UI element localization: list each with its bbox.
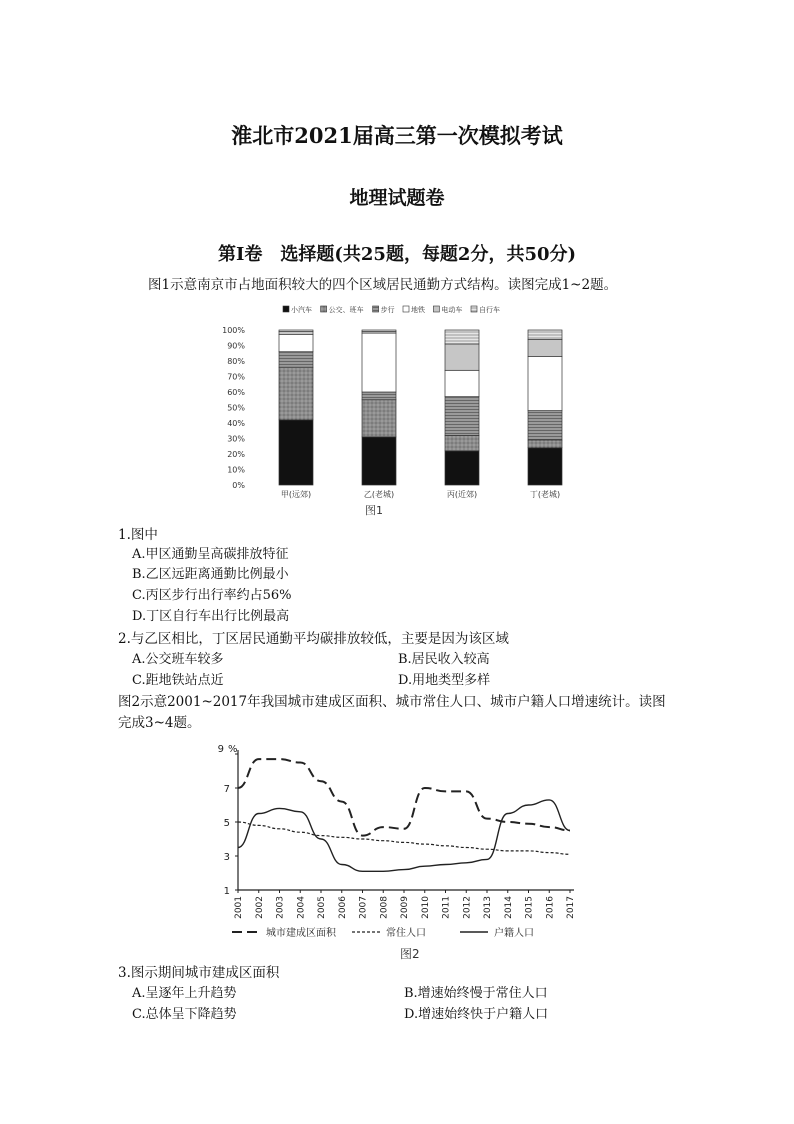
legend1-swatch-1 bbox=[321, 306, 327, 312]
legend1-label-2: 步行 bbox=[380, 306, 395, 314]
legend1-label-0: 小汽车 bbox=[291, 306, 312, 314]
figure2-y-tick-label: 5 bbox=[223, 818, 230, 829]
figure1-x-tick-label: 乙(老城) bbox=[363, 490, 395, 499]
fig2-intro-line2: 完成3~4题。 bbox=[118, 715, 201, 731]
figure2-x-tick-label: 2005 bbox=[317, 896, 327, 919]
figure2-x-tick-label: 2012 bbox=[462, 896, 473, 919]
figure1-bar-segment bbox=[445, 344, 479, 370]
q1-option-b[interactable]: B.乙区远距离通勤比例最小 bbox=[132, 567, 289, 582]
figure1-x-tick-label: 丁(老城) bbox=[529, 490, 561, 499]
figure1-y-tick-label: 40% bbox=[227, 419, 245, 428]
q3-stem: 3.图示期间城市建成区面积 bbox=[118, 965, 280, 981]
q3-option-b[interactable]: B.增速始终慢于常住人口 bbox=[404, 986, 548, 1001]
q1-stem: 1.图中 bbox=[118, 527, 158, 543]
q2-option-c[interactable]: C.距地铁站点近 bbox=[132, 673, 224, 688]
figure2-legend-label-0: 城市建成区面积 bbox=[266, 928, 336, 939]
legend1-swatch-2 bbox=[373, 306, 379, 312]
figure1-bar-segment bbox=[279, 352, 313, 368]
figure1-y-tick-label: 90% bbox=[227, 341, 245, 351]
figure2-legend bbox=[232, 926, 534, 939]
figure1-y-tick-label: 80% bbox=[227, 357, 245, 366]
q3-option-d[interactable]: D.增速始终快于户籍人口 bbox=[404, 1007, 549, 1022]
legend1-swatch-3 bbox=[403, 306, 409, 312]
figure1-bar-segment bbox=[362, 400, 396, 437]
figure2-x-tick-label: 2003 bbox=[275, 896, 286, 919]
figure2-x-tick-label: 2001 bbox=[234, 896, 244, 919]
legend1-label-4: 电动车 bbox=[441, 306, 463, 314]
figure1-x-tick-label: 甲(远郊) bbox=[280, 490, 312, 499]
section-heading: 第Ⅰ卷 选择题(共25题，每题2分，共50分) bbox=[217, 244, 577, 265]
figure1-bar-segment bbox=[362, 330, 396, 332]
legend1-label-5: 自行车 bbox=[479, 306, 500, 314]
figure2-x-tick-label: 2008 bbox=[379, 896, 390, 919]
figure1-bar-segment bbox=[279, 420, 313, 485]
figure1-chart bbox=[215, 298, 575, 523]
figure1-y-tick-label: 0% bbox=[232, 481, 245, 490]
figure1-x-tick-label: 丙(近郊) bbox=[446, 490, 478, 499]
legend1-swatch-5 bbox=[471, 306, 477, 312]
figure2-y-unit: % bbox=[228, 744, 238, 755]
figure2-x-tick-label: 2010 bbox=[420, 896, 431, 919]
figure1-bar-segment bbox=[279, 335, 313, 352]
figure1-bar-segment bbox=[445, 397, 479, 436]
q3-option-c[interactable]: C.总体呈下降趋势 bbox=[132, 1007, 237, 1022]
legend1-label-3: 地铁 bbox=[411, 306, 425, 314]
figure1-y-tick-label: 30% bbox=[227, 434, 245, 444]
q2-stem: 2.与乙区相比，丁区居民通勤平均碳排放较低，主要是因为该区域 bbox=[118, 631, 509, 647]
figure2-axes bbox=[218, 744, 576, 919]
figure1-legend bbox=[283, 305, 500, 314]
figure1-bar-segment bbox=[445, 330, 479, 344]
figure1-bar-segment bbox=[528, 448, 562, 485]
figure1-bar-segment bbox=[362, 333, 396, 392]
q1-option-a[interactable]: A.甲区通勤呈高碳排放特征 bbox=[132, 547, 289, 562]
q1-option-d[interactable]: D.丁区自行车出行比例最高 bbox=[132, 609, 290, 624]
figure2-legend-label-1: 常住人口 bbox=[386, 928, 426, 939]
figure2-lines bbox=[238, 759, 570, 871]
q3-option-a[interactable]: A.呈逐年上升趋势 bbox=[132, 986, 237, 1001]
figure2-y-tick-label: 7 bbox=[223, 784, 230, 795]
figure2-x-tick-label: 2006 bbox=[337, 896, 348, 919]
fig2-intro-line1: 图2示意2001~2017年我国城市建成区面积、城市常住人口、城市户籍人口增速统计。读图 bbox=[118, 694, 666, 710]
q2-option-b[interactable]: B.居民收入较高 bbox=[398, 652, 490, 667]
legend1-swatch-4 bbox=[433, 306, 439, 312]
figure1-bar-segment bbox=[279, 332, 313, 335]
figure1-x-axis bbox=[281, 489, 560, 499]
figure1-y-tick-label: 20% bbox=[227, 450, 245, 459]
figure2-series-line-0 bbox=[238, 759, 570, 836]
fig1-intro: 图1示意南京市占地面积较大的四个区域居民通勤方式结构。读图完成1~2题。 bbox=[148, 277, 618, 293]
q2-option-d[interactable]: D.用地类型多样 bbox=[398, 673, 491, 688]
exam-title: 淮北市2021届高三第一次模拟考试 bbox=[231, 123, 563, 148]
figure2-x-tick-label: 2014 bbox=[503, 896, 514, 919]
figure1-y-tick-label: 10% bbox=[227, 465, 245, 475]
figure1-bar-segment bbox=[445, 435, 479, 451]
figure2-caption: 图2 bbox=[400, 947, 420, 961]
figure1-bar-segment bbox=[362, 392, 396, 400]
figure2-x-tick-label: 2013 bbox=[483, 896, 493, 919]
figure2-legend-label-2: 户籍人口 bbox=[494, 928, 534, 939]
figure2-x-tick-label: 2016 bbox=[545, 896, 556, 919]
figure1-bars bbox=[279, 330, 562, 485]
figure2-y-tick-label: 3 bbox=[223, 852, 230, 863]
figure1-bar-segment bbox=[528, 411, 562, 440]
figure1-caption: 图1 bbox=[365, 504, 383, 517]
figure1-bar-segment bbox=[445, 451, 479, 485]
figure2-y-tick-label: 1 bbox=[223, 886, 230, 897]
figure1-y-tick-label: 100% bbox=[222, 326, 245, 335]
figure1-y-tick-label: 70% bbox=[227, 372, 245, 382]
figure1-bar-segment bbox=[528, 356, 562, 410]
figure1-bar-segment bbox=[528, 330, 562, 339]
q2-option-a[interactable]: A.公交班车较多 bbox=[132, 652, 224, 667]
figure2-x-tick-label: 2017 bbox=[566, 896, 576, 919]
figure1-bar-segment bbox=[362, 437, 396, 485]
figure1-bar-segment bbox=[528, 339, 562, 356]
figure2-x-tick-label: 2009 bbox=[400, 896, 410, 919]
figure1-y-axis bbox=[222, 326, 245, 490]
legend1-swatch-0 bbox=[283, 306, 289, 312]
figure1-bar-segment bbox=[279, 367, 313, 420]
figure1-y-tick-label: 50% bbox=[227, 403, 245, 413]
figure2-x-tick-label: 2002 bbox=[254, 896, 265, 919]
figure1-bar-segment bbox=[445, 370, 479, 396]
figure1-y-tick-label: 60% bbox=[227, 388, 245, 397]
q1-option-c[interactable]: C.丙区步行出行率约占56% bbox=[132, 588, 292, 603]
figure2-x-tick-label: 2004 bbox=[296, 896, 307, 919]
figure2-series-line-1 bbox=[238, 822, 570, 854]
figure1-bar-segment bbox=[528, 440, 562, 448]
figure1-bar-segment bbox=[279, 330, 313, 332]
legend1-label-1: 公交、班车 bbox=[328, 306, 364, 314]
figure2-y-tick-label: 9 bbox=[217, 744, 224, 755]
figure2-chart bbox=[210, 742, 590, 964]
exam-subtitle: 地理试题卷 bbox=[349, 187, 445, 209]
figure2-x-tick-label: 2015 bbox=[524, 896, 535, 919]
figure2-x-tick-label: 2011 bbox=[441, 896, 452, 919]
figure2-x-tick-label: 2007 bbox=[358, 896, 369, 919]
figure2-series-line-2 bbox=[238, 800, 570, 871]
